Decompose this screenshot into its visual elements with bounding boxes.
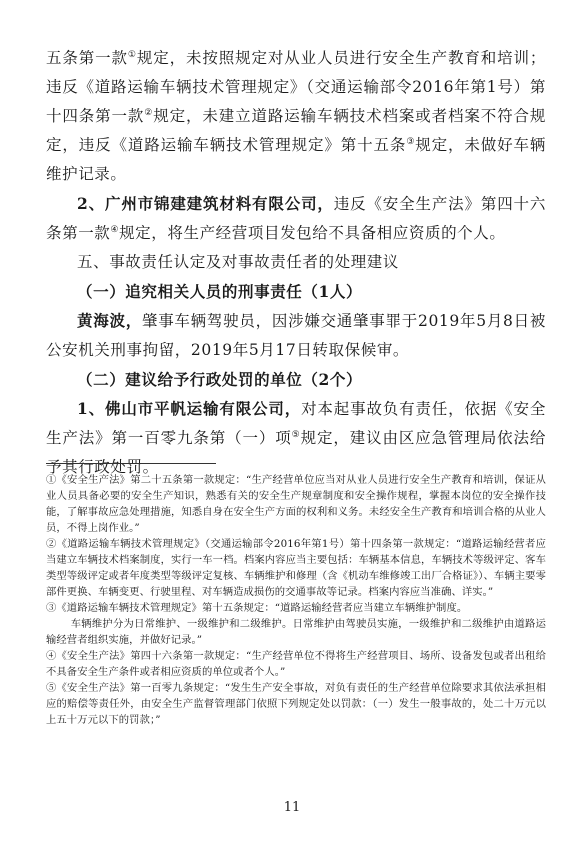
footnote-5: ⑤《安全生产法》第一百零九条规定：“发生生产安全事故，对负有责任的生产经营单位除要求其依法承担相应的赔偿等责任外，由安全生产监督管理部门依照下列规定处以罚款：（一）发生一般事故的，处二十万元以上五十万元以下的罚款；” <box>46 682 546 726</box>
person-name: 黄海波， <box>77 311 142 330</box>
footnote-2: ②《道路运输车辆技术管理规定》（交通运输部令2016年第1号）第十四条第一款规定：“道路运输经营者应当建立车辆技术档案制度，实行一车一档。档案内容应当主要包括：车辆基本信息，车辆技术等级评定、客车类型等级评定或者年度类型等级评定复核、车辆维护和修理（含《机动车维修竣工出厂合格证》）、车辆主要零部件更换、车辆变更、行驶里程、对车辆造成损伤的交通事故等记录。档案内容应当准确、详实。” <box>46 538 546 598</box>
section-heading-5: 五、事故责任认定及对事故责任者的处理建议 <box>77 253 400 271</box>
paragraph-2 <box>46 189 546 248</box>
page-number: 11 <box>283 800 301 815</box>
footnote-ref-5: ⑤ <box>291 429 301 440</box>
subheading-administrative-penalty: （二）建议给予行政处罚的单位（2个） <box>77 370 363 389</box>
company-name: 2、广州市锦建建筑材料有限公司， <box>77 194 334 213</box>
text: 规定，未建立道路运输车辆技术档案或者档案不符合规定，违反《道路运输车辆技术管理规定》第十五条 <box>46 107 546 154</box>
footnotes <box>46 472 546 728</box>
text: 对本起事故负有责任，依据《安全生产法》第一百零九条第（一）项 <box>46 400 546 447</box>
footnote-3: ③《道路运输车辆技术管理规定》第十五条规定：“道路运输经营者应当建立车辆维护制度。 <box>46 602 468 614</box>
footnote-3-continued: 车辆维护分为日常维护、一级维护和二级维护。日常维护由驾驶员实施，一级维护和二级维护由道路运输经营者组织实施，并做好记录。” <box>46 618 546 646</box>
footnote-ref-3: ③ <box>406 136 416 147</box>
paragraph-4 <box>46 394 546 482</box>
text: 规定，未做好车辆维护记录。 <box>46 136 547 183</box>
text: 违反《安全生产法》第四十六条第一款 <box>46 195 546 242</box>
paragraph-1 <box>46 44 546 189</box>
text: 规定，建议由区应急管理局依法给予其行政处罚。 <box>46 429 546 476</box>
text: 规定，将生产经营项目发包给不具备相应资质的个人。 <box>119 224 506 242</box>
paragraph-3 <box>46 306 546 365</box>
text: 规定，未按照规定对从业人员进行安全生产教育和培训；违反《道路运输车辆技术管理规定》（交通运输部令2016年第1号）第十四条第一款 <box>46 49 546 125</box>
footnote-ref-4: ④ <box>110 224 120 235</box>
text: 五条第一款 <box>46 49 128 67</box>
footnote-ref-2: ② <box>144 107 154 118</box>
subheading-criminal-liability: （一）追究相关人员的刑事责任（1人） <box>77 282 363 301</box>
main-body <box>46 44 546 482</box>
text: 肇事车辆驾驶员，因涉嫌交通肇事罪于2019年5月8日被公安机关刑事拘留，2019年5月17日转取保候审。 <box>46 312 546 359</box>
footnote-ref-1: ① <box>127 49 137 60</box>
footnote-4: ④《安全生产法》第四十六条第一款规定：“生产经营单位不得将生产经营项目、场所、设备发包或者出租给不具备安全生产条件或者相应资质的单位或者个人。” <box>46 650 546 678</box>
footnote-divider <box>46 463 216 464</box>
company-name: 1、佛山市平帆运输有限公司， <box>77 399 302 418</box>
footnote-1: ①《安全生产法》第二十五条第一款规定：“生产经营单位应当对从业人员进行安全生产教育和培训，保证从业人员具备必要的安全生产知识，熟悉有关的安全生产规章制度和安全操作规程，掌握本岗位的安全操作技能，了解事故应急处理措施，知悉自身在安全生产方面的权利和义务。未经安全生产教育和培训合格的从业人员，不得上岗作业。” <box>46 474 546 534</box>
